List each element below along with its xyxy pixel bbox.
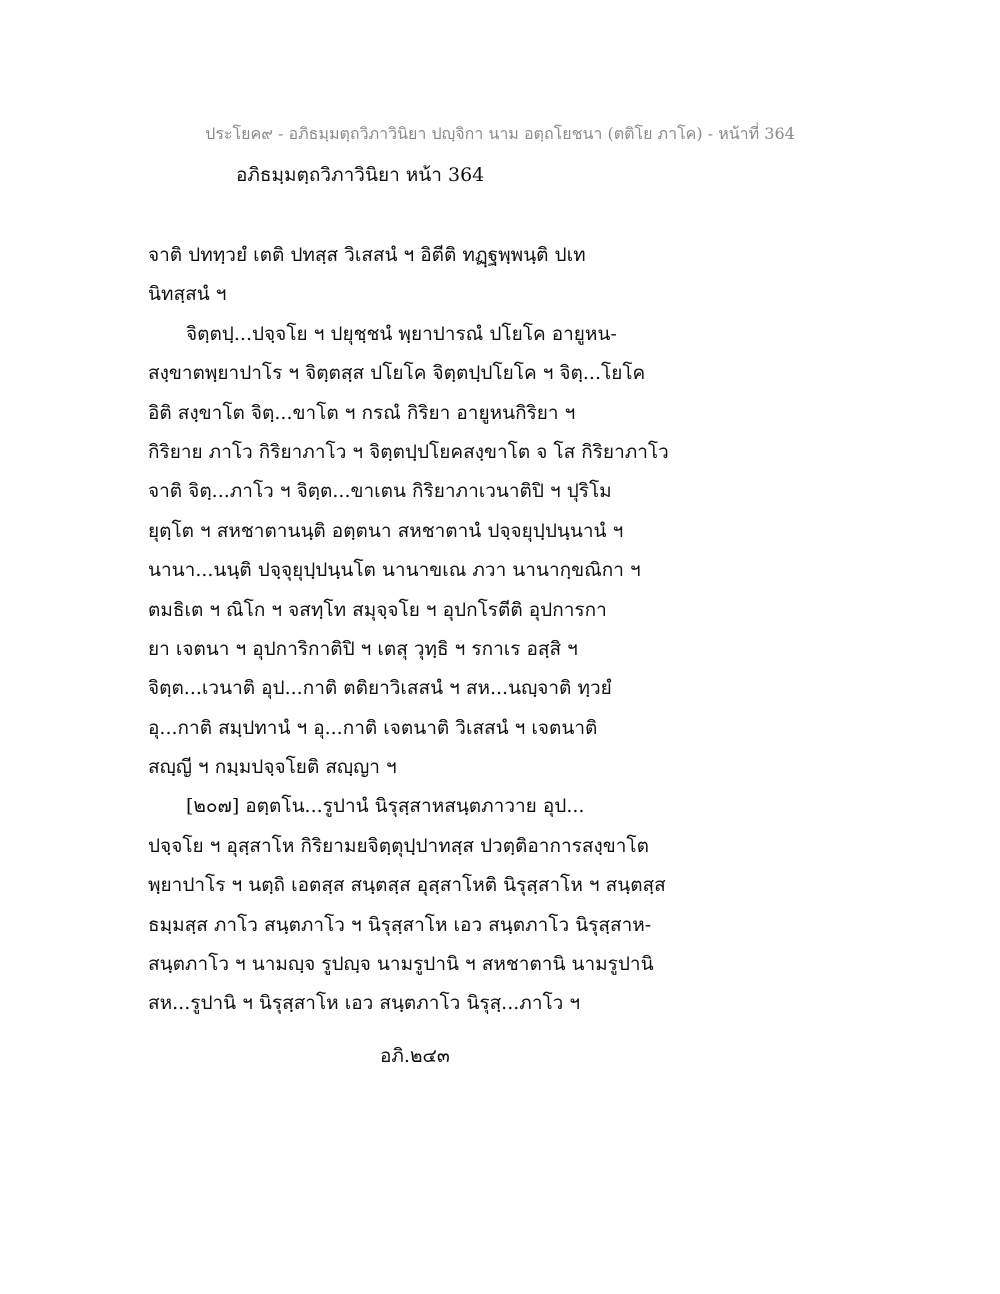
text-line: สห...รูปานิ ฯ นิรุสฺสาโห เอว สนฺตภาโว นิรุสฺ...ภาโว ฯ bbox=[148, 992, 581, 1015]
text-line: อิติ สงฺขาโต จิตฺ...ขาโต ฯ กรณํ กิริยา อายูหนกิริยา ฯ bbox=[148, 401, 576, 424]
text-line: ยา เจตนา ฯ อุปการิกาติปิ ฯ เตสุ วุทฺธิ ฯ รกาเร อสฺสิ ฯ bbox=[148, 637, 578, 660]
paragraph-start-line: จิตฺตปฺ...ปจฺจโย ฯ ปยุชฺชนํ พฺยาปารณํ ปโยโค อายูหน- bbox=[186, 322, 617, 345]
text-line: นานา...นนฺติ ปจฺจุยุปฺปนฺนโต นานาขเณ ภวา นานากฺขณิกา ฯ bbox=[148, 559, 641, 582]
text-line: พฺยาปาโร ฯ นตฺถิ เอตสฺส สนฺตสฺส อุสฺสาโหติ นิรุสฺสาโห ฯ สนฺตสฺส bbox=[148, 874, 666, 897]
body-text bbox=[148, 236, 748, 1024]
text-line: นิทสฺสนํ ฯ bbox=[148, 283, 227, 306]
running-header: ประโยค๙ - อภิธมฺมตฺถวิภาวินิยา ปญฺจิกา นาม อตฺถโยชนา (ตติโย ภาโค) - หน้าที่ 364 bbox=[205, 124, 795, 143]
text-line: จาติ จิตฺ...ภาโว ฯ จิตฺต...ขาเตน กิริยาภาเวนาติปิ ฯ ปุริโม bbox=[148, 480, 612, 503]
text-line: จิตฺต...เวนาติ อุป...กาติ ตติยาวิเสสนํ ฯ สห...นญฺจาติ ทฺวยํ bbox=[148, 677, 612, 700]
text-line: ธมฺมสฺส ภาโว สนฺตภาโว ฯ นิรุสฺสาโห เอว สนฺตภาโว นิรุสฺสาห- bbox=[148, 913, 652, 936]
text-line: กิริยาย ภาโว กิริยาภาโว ฯ จิตฺตปฺปโยคสงฺขาโต จ โส กิริยาภาโว bbox=[148, 440, 669, 463]
text-line: ยุตฺโต ฯ สหชาตานนฺติ อตฺตนา สหชาตานํ ปจฺจยุปฺปนฺนานํ ฯ bbox=[148, 519, 624, 542]
text-line: สงฺขาตพฺยาปาโร ฯ จิตฺตสฺส ปโยโค จิตฺตปฺปโยโค ฯ จิตฺ...โยโค bbox=[148, 362, 646, 385]
text-line: สญฺญี ฯ กมฺมปจฺจโยติ สญฺญา ฯ bbox=[148, 756, 397, 779]
paragraph-start-line: [๒๐๗] อตฺตโน...รูปานํ นิรุสฺสาหสนฺตภาวาย อุป... bbox=[186, 795, 585, 818]
footer-reference: อภิ.๒๔๓ bbox=[380, 1045, 450, 1067]
text-line: ปจฺจโย ฯ อุสฺสาโห กิริยามยจิตฺตุปฺปาทสฺส ปวตฺติอาการสงฺขาโต bbox=[148, 834, 649, 857]
text-line: อุ...กาติ สมฺปทานํ ฯ อุ...กาติ เจตนาติ วิเสสนํ ฯ เจตนาติ bbox=[148, 716, 598, 739]
text-line: สนฺตภาโว ฯ นามญฺจ รูปญฺจ นามรูปานิ ฯ สหชาตานิ นามรูปานิ bbox=[148, 953, 654, 976]
text-line: ตมธิเต ฯ ณิโก ฯ จสทฺโท สมุจฺจโย ฯ อุปกโรตีติ อุปการกา bbox=[148, 598, 607, 621]
text-line: จาติ ปททฺวยํ เตติ ปทสฺส วิเสสนํ ฯ อิตีติ ทฏฺฐพฺพนฺติ ปเท bbox=[148, 244, 586, 266]
page-title: อภิธมฺมตฺถวิภาวินิยา หน้า 364 bbox=[236, 164, 485, 186]
